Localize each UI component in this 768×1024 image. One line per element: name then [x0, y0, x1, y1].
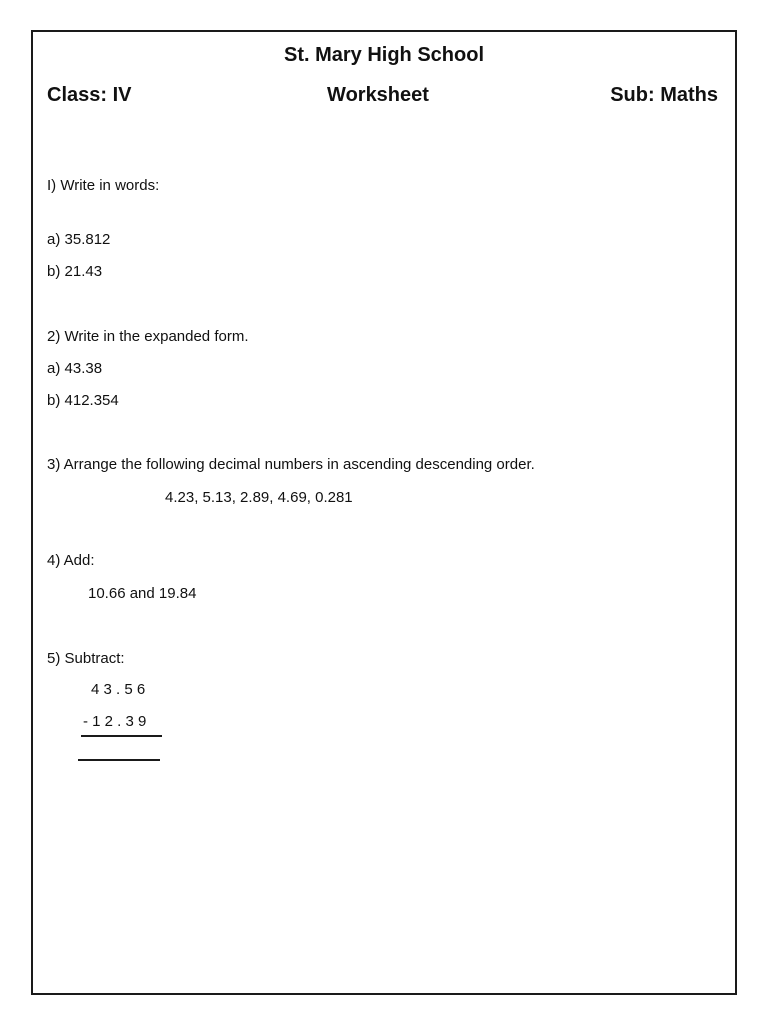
subtraction-rule-top — [81, 735, 162, 737]
subtraction-answer-line — [78, 759, 160, 761]
question-2-item-b: b) 412.354 — [47, 392, 119, 409]
worksheet-title: Worksheet — [327, 84, 429, 106]
question-5-prompt: 5) Subtract: — [47, 650, 125, 667]
class-label: Class: IV — [47, 84, 132, 106]
question-1-item-b: b) 21.43 — [47, 263, 103, 280]
question-4-prompt: 4) Add: — [47, 552, 95, 569]
subtraction-minuend: 4 3 . 5 6 — [91, 681, 146, 698]
subtraction-subtrahend: - 1 2 . 3 9 — [83, 713, 147, 730]
question-3-prompt: 3) Arrange the following decimal numbers in ascending descending order. — [47, 456, 535, 473]
question-3-numbers: 4.23, 5.13, 2.89, 4.69, 0.281 — [165, 489, 353, 506]
question-4-expression: 10.66 and 19.84 — [88, 585, 197, 602]
question-2-prompt: 2) Write in the expanded form. — [47, 328, 249, 345]
question-1-item-a: a) 35.812 — [47, 231, 111, 248]
page-border — [31, 30, 737, 995]
subject-label: Sub: Maths — [610, 84, 718, 106]
school-name: St. Mary High School — [283, 44, 485, 66]
question-1-prompt: I) Write in words: — [47, 177, 160, 194]
question-2-item-a: a) 43.38 — [47, 360, 103, 377]
